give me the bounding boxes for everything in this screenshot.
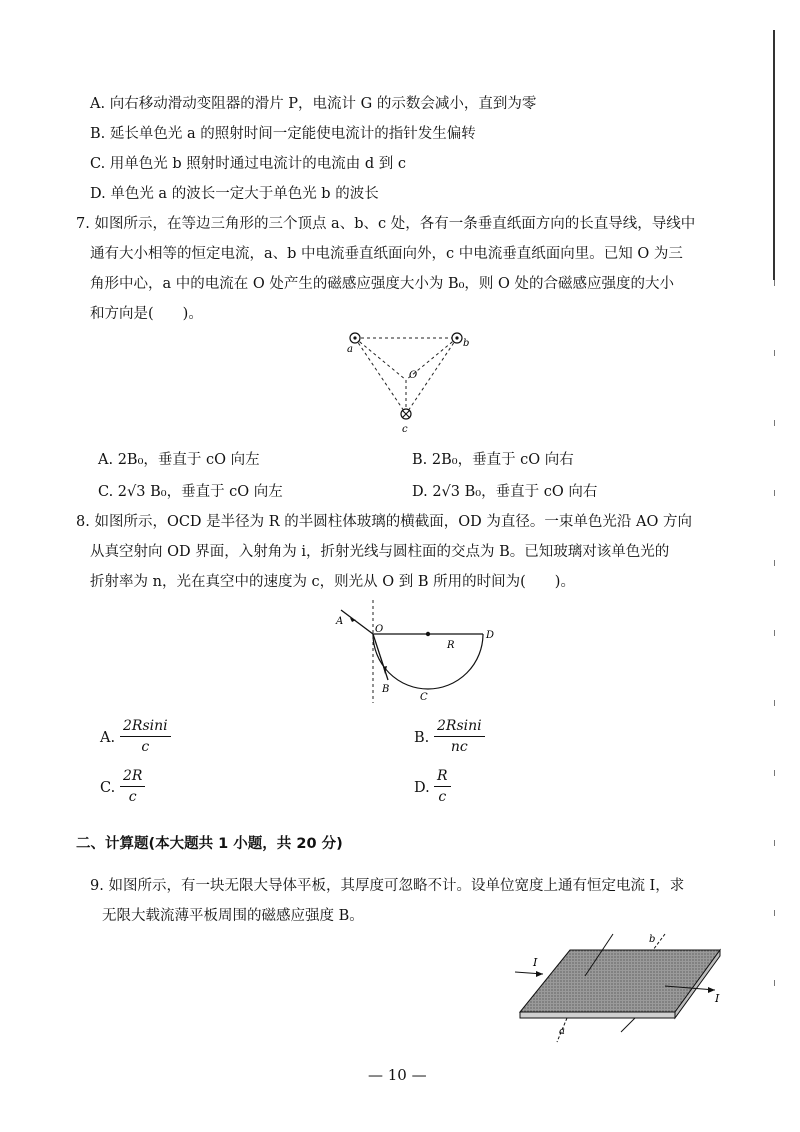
q8-label-O: O — [375, 624, 384, 635]
q8-option-a-num: 2Rsini — [120, 718, 171, 737]
q8-label-A: A — [336, 616, 344, 627]
q8-label-C: C — [420, 692, 428, 703]
q8-option-a-den: c — [141, 739, 150, 755]
q8-stem-line1: 8. 如图所示，OCD 是半径为 R 的半圆柱体玻璃的横截面，OD 为直径。一束单色光沿 AO 方向 — [76, 514, 692, 530]
q6-option-b: B. 延长单色光 a 的照射时间一定能使电流计的指针发生偏转 — [90, 126, 476, 142]
q8-option-b-den: nc — [450, 739, 468, 755]
current-in-arrow-icon — [536, 971, 543, 977]
q7-triangle-figure — [335, 322, 485, 437]
q7-option-b: B. 2B₀，垂直于 cO 向右 — [412, 452, 574, 468]
q8-label-B: B — [382, 684, 390, 695]
q9-stem-line2: 无限大载流薄平板周围的磁感应强度 B。 — [102, 908, 364, 924]
q7-stem-line4: 和方向是( )。 — [90, 306, 203, 322]
q7-stem-line3: 角形中心，a 中的电流在 O 处产生的磁感应强度大小为 B₀，则 O 处的合磁感应强度的大小 — [90, 276, 675, 292]
q6-option-d: D. 单色光 a 的波长一定大于单色光 b 的波长 — [90, 186, 379, 202]
q7-option-a: A. 2B₀，垂直于 cO 向左 — [98, 452, 260, 468]
q8-option-c-label: C. — [100, 780, 116, 796]
q9-label-I-right: I — [715, 992, 720, 1005]
wire-c-in-icon — [401, 409, 411, 419]
q8-option-c-fraction — [120, 768, 145, 805]
q9-label-I-left: I — [533, 956, 538, 969]
q8-option-b-num: 2Rsini — [434, 718, 485, 737]
q8-option-b-fraction — [434, 718, 485, 755]
q7-stem-line2: 通有大小相等的恒定电流，a、b 中电流垂直纸面向外，c 中电流垂直纸面向里。已知 O 为三 — [90, 246, 683, 262]
q8-option-a-label: A. — [100, 730, 116, 746]
q7-label-c: c — [402, 424, 408, 435]
q7-label-O: O — [409, 370, 418, 381]
q7-label-a: a — [347, 344, 353, 355]
wire-b-out-icon — [452, 333, 462, 343]
q8-label-D: D — [486, 630, 495, 641]
q9-plate-figure — [515, 932, 745, 1047]
q7-option-d: D. 2√3 B₀，垂直于 cO 向右 — [412, 484, 598, 500]
q8-stem-line2: 从真空射向 OD 界面，入射角为 i，折射光线与圆柱面的交点为 B。已知玻璃对该单色光的 — [90, 544, 670, 560]
page-edge-marks — [774, 280, 775, 1040]
q8-option-d-fraction — [434, 768, 451, 805]
q8-semicircle-figure — [325, 598, 500, 708]
q7-label-b: b — [463, 338, 470, 349]
q8-option-c-den: c — [128, 789, 137, 805]
q9-label-a: a — [559, 1026, 565, 1037]
wire-a-out-icon — [350, 333, 360, 343]
q8-label-R: R — [447, 640, 455, 651]
q8-option-d-num: R — [434, 768, 451, 787]
q6-option-a: A. 向右移动滑动变阻器的滑片 P，电流计 G 的示数会减小，直到为零 — [90, 96, 537, 112]
page-edge-line — [773, 30, 775, 280]
q9-label-b: b — [649, 934, 656, 945]
section-title: 二、计算题(本大题共 1 小题，共 20 分) — [76, 836, 343, 852]
q9-stem-line1: 9. 如图所示，有一块无限大导体平板，其厚度可忽略不计。设单位宽度上通有恒定电流 I，求 — [90, 878, 685, 894]
q6-option-c: C. 用单色光 b 照射时通过电流计的电流由 d 到 c — [90, 156, 407, 172]
page-number: — 10 — — [368, 1066, 427, 1084]
q7-stem-line1: 7. 如图所示，在等边三角形的三个顶点 a、b、c 处，各有一条垂直纸面方向的长直导线，导线中 — [76, 216, 696, 232]
q8-option-d-den: c — [438, 789, 447, 805]
q7-option-c: C. 2√3 B₀，垂直于 cO 向左 — [98, 484, 283, 500]
q8-option-c-num: 2R — [120, 768, 145, 787]
center-dot-icon — [426, 632, 430, 636]
q8-stem-line3: 折射率为 n，光在真空中的速度为 c，则光从 O 到 B 所用的时间为( )。 — [90, 574, 575, 590]
q8-option-a-fraction — [120, 718, 171, 755]
q8-option-b-label: B. — [414, 730, 430, 746]
q8-option-d-label: D. — [414, 780, 430, 796]
current-out-arrow-icon — [708, 987, 715, 993]
